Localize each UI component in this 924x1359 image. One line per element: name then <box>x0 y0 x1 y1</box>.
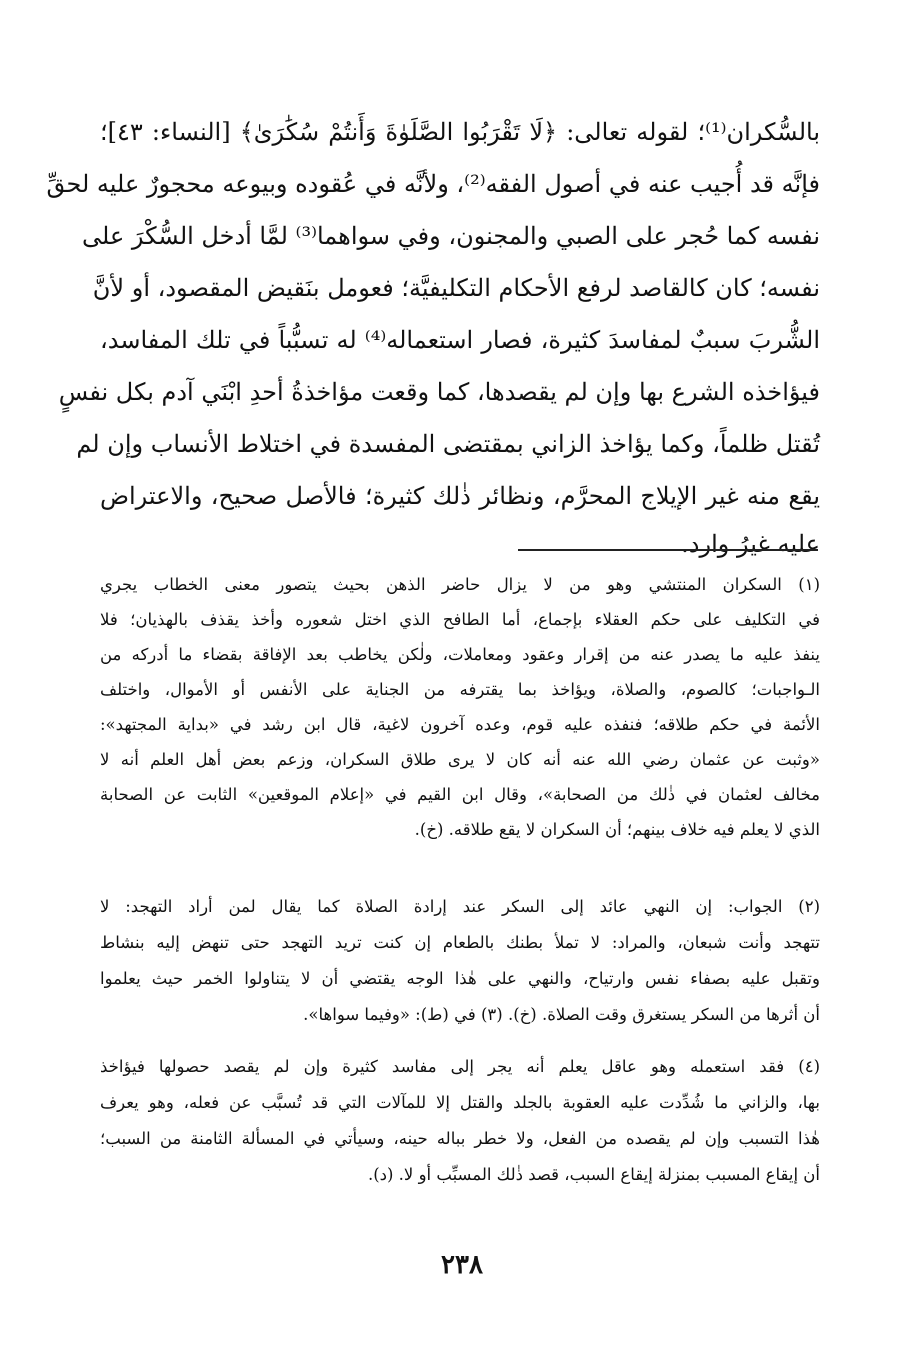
footnote-line: الأئمة في حكم طلاقه؛ فنفذه عليه قوم، وعده آخرون لاغية، قال ابن رشد في «بداية المجتهد»: <box>100 715 820 734</box>
footnote-line: «وثبت عن عثمان رضي الله عنه أنه كان لا يرى طلاق السكران، وزعم بعض أهل العلم أنه لا <box>100 750 820 769</box>
footnote-line: أن أثرها من السكر يستغرق وقت الصلاة. (خ). (٣) في (ط): «وفيما سواها». <box>303 1005 820 1024</box>
footnote-line: في التكليف على حكم العقلاء بإجماع، أما الطافح الذي اختل شعوره وأخذ يقذف بالهذيان؛ فلا <box>100 610 820 629</box>
main-line: نفسه كما حُجر على الصبي والمجنون، وفي سواهما⁽³⁾ لمَّا أدخل السُّكْرَ على <box>82 222 820 250</box>
main-line: بالسُّكران⁽¹⁾؛ لقوله تعالى: ﴿لَا تَقْرَبُوا الصَّلَوٰةَ وَأَنتُمْ سُكَٰرَىٰ﴾ [النساء: ٤٣]؛ <box>100 118 820 146</box>
footnote-line: تتهجد وأنت شبعان، والمراد: لا تملأ بطنك بالطعام إن كنت تريد التهجد حتى تنهض إليه بنشاط <box>100 933 820 952</box>
footnote-line: ينفذ عليه ما يصدر عنه من إقرار وعقود ومعاملات، ولٰكن يخاطب بعد الإفاقة بقضاء ما أدركه من <box>100 645 820 664</box>
footnote-line: أن إيقاع المسبب بمنزلة إيقاع السبب، قصد ذٰلك المسبِّب أو لا. (د). <box>367 1165 820 1184</box>
page-number: ٢٣٨ <box>441 1250 483 1280</box>
footnote-separator <box>518 549 818 551</box>
footnote-line: بها، والزاني ما شُدِّدت عليه العقوبة بالجلد والقتل إلا للمآلات التي قد تُسبَّب عن فعله، وهو يعرف <box>100 1093 820 1112</box>
footnote-line: (٤) فقد استعمله وهو عاقل يعلم أنه يجر إلى مفاسد كثيرة وإن لم يقصد حصولها فيؤاخذ <box>100 1057 820 1076</box>
main-line: يقع منه غير الإيلاج المحرَّم، ونظائر ذٰلك كثيرة؛ فالأصل صحيح، والاعتراض <box>100 482 820 510</box>
footnote-line: (١) السكران المنتشي وهو من لا يزال حاضر الذهن بحيث يتصور معنى الخطاب يجري <box>100 575 820 594</box>
footnote-line: وتقبل عليه بصفاء نفس وارتياح، والنهي على هٰذا الوجه يقتضي أن لا يتناولوا الخمر حيث يعلموا <box>100 969 820 988</box>
main-line: فإنَّه قد أُجيب عنه في أصول الفقه⁽²⁾، ولأنَّه في عُقوده وبيوعه محجورٌ عليه لحقِّ <box>46 170 820 198</box>
footnote-line: الذي لا يعلم فيه خلاف بينهم؛ أن السكران لا يقع طلاقه. (خ). <box>414 820 820 839</box>
main-line: نفسه؛ كان كالقاصد لرفع الأحكام التكليفيَّة؛ فعومل بنَقيض المقصود، أو لأنَّ <box>92 274 820 302</box>
main-line: تُقتل ظلماً، وكما يؤاخذ الزاني بمقتضى المفسدة في اختلاط الأنساب وإن لم <box>76 430 820 458</box>
footnote-line: مخالف لعثمان في ذٰلك من الصحابة»، وقال ابن القيم في «إعلام الموقعين» الثابت عن الصحابة <box>100 785 820 804</box>
main-line: عليه غيرُ وارد. <box>681 530 820 558</box>
footnote-line: الـواجبات؛ كالصوم، والصلاة، ويؤاخذ بما يقترفه من الجناية على الأنفس أو الأموال، واختلف <box>100 680 820 699</box>
main-line: فيؤاخذه الشرع بها وإن لم يقصدها، كما وقعت مؤاخذةُ أحدِ ابْنَي آدم بكل نفسٍ <box>58 378 820 406</box>
footnote-line: هٰذا التسبب وإن لم يقصده من الفعل، ولا خطر بباله حينه، وسيأتي في المسألة الثامنة من السبب؛ <box>100 1129 820 1148</box>
main-line: الشُّربَ سببٌ لمفاسدَ كثيرة، فصار استعماله⁽⁴⁾ له تسبُّباً في تلك المفاسد، <box>100 326 821 354</box>
footnote-line: (٢) الجواب: إن النهي عائد إلى السكر عند إرادة الصلاة كما يقال لمن أراد التهجد: لا <box>100 897 820 916</box>
